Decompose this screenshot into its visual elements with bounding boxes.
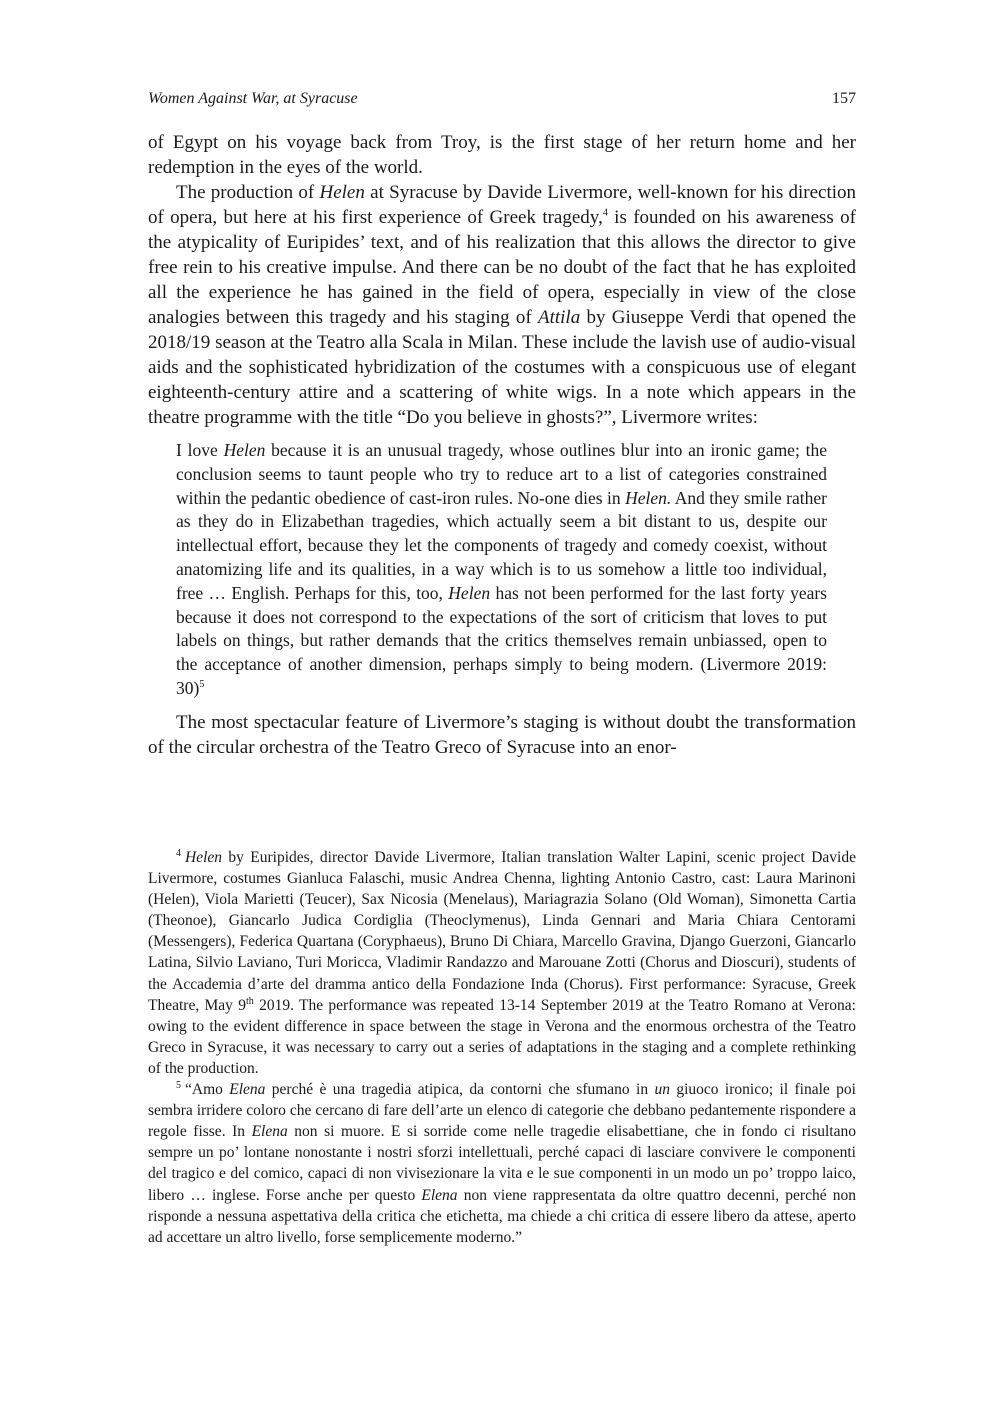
running-title: Women Against War, at Syracuse bbox=[148, 90, 358, 107]
quote-text: I love Helen because it is an unusual tragedy, whose outlines blur into an ironic game; the conclusion seems to taunt people who try to reduce art to a list of categories constrained within the pedantic obedience of cast-iron rules. No-one dies in Helen. And they smile rather as they do in Elizabethan tragedies, which actually seem a bit distant to us, despite our intellectual effort, because they let the components of tragedy and comedy coexist, without anatomizing life and its qualities, in a way which is to us somehow a little too individual, free … English. Perhaps for this, too, Helen has not been performed for the last forty years because it does not correspond to the expectations of the sort of criticism that loves to put labels on things, but rather demands that the critics themselves remain unbiassed, open to the acceptance of another dimension, perhaps simply to being modern. (Livermore 2019: 30)$^5$ bbox=[176, 440, 827, 698]
paragraph-1: of Egypt on his voyage back from Troy, is the first stage of her return home and her redemption in the eyes of the world. bbox=[148, 132, 856, 178]
footnote-number: 5 bbox=[176, 1079, 181, 1091]
footnote-ref-5[interactable]: 5 bbox=[199, 679, 205, 691]
block-quote bbox=[176, 439, 827, 701]
paragraph-3: The most spectacular feature of Livermore’s staging is without doubt the transformation of the circular orchestra of the Teatro Greco of Syracuse into an enor- bbox=[148, 711, 856, 758]
paragraph-2: The production of Helen at Syracuse by Davide Livermore, well-known for his direction of opera, but here at his first experience of Greek tragedy,$^4$ is founded on his awareness of the atypicality of Euripides’ text, and of his realization that this allows the director to give free rein to his creative impulse. And there can be no doubt of the fact that he has exploited all the experience he has gained in the field of opera, especially in view of the close analogies between this tragedy and his staging of Attila by Giuseppe Verdi that opened the 2018/19 season at the Teatro alla Scala in Milan. These include the lavish use of audio-visual aids and the sophisticated hybridization of the costumes with a conspicuous use of elegant eighteenth-century attire and a scattering of white wigs. In a note which appears in the theatre programme with the title “Do you believe in ghosts?”, Livermore writes: bbox=[148, 182, 857, 428]
page-header bbox=[148, 90, 856, 114]
footnote-ref-4[interactable]: 4 bbox=[602, 207, 608, 219]
main-text bbox=[148, 130, 856, 760]
footnotes bbox=[148, 847, 856, 1248]
page-number: 157 bbox=[832, 90, 856, 107]
footnote-5: $^5$ “Amo Elena perché è una tragedia atipica, da contorni che sfumano in un giuoco ironico; il finale poi sembra irridere coloro che cercano di fare dell’arte un elenco di categorie che debbano pedantemente rispondere a regole fisse. In Elena non si muore. E si sorride come nelle tragedie elisabettiane, che in fondo ci risultano sempre un po’ lontane nonostante i nostri sforzi intellettuali, perché capaci di lasciare convivere le componenti del tragico e del comico, capaci di non vivisezionare la vita e le sue componenti in un modo un po’ troppo laico, libero … inglese. Forse anche per questo Elena non viene rappresentata da oltre quattro decenni, perché non risponde a nessuna aspettativa della critica che etichetta, ma chiede a chi critica di essere libero da attese, aperto ad accettare un altro livello, forse semplicemente moderno.” bbox=[148, 1079, 856, 1246]
footnote-4: $^4$ Helen by Euripides, director Davide Livermore, Italian translation Walter Lapini, scenic project Davide Livermore, costumes Gianluca Falaschi, music Andrea Chenna, lighting Antonio Castro, cast: Laura Marinoni (Helen), Viola Marietti (Teucer), Sax Nicosia (Menelaus), Mariagrazia Solano (Old Woman), Simonetta Cartia (Theonoe), Giancarlo Judica Cordiglia (Theoclymenus), Linda Gennari and Maria Chiara Centorami (Messengers), Federica Quartana (Coryphaeus), Bruno Di Chiara, Marcello Gravina, Django Guerzoni, Giancarlo Latina, Silvio Laviano, Turi Moricca, Vladimir Randazzo and Marouane Zotti (Chorus and Dioscuri), students of the Accademia d’arte del dramma antico della Fondazione Inda (Chorus). First performance: Syracuse, Greek Theatre, May 9th 2019. The performance was repeated 13-14 September 2019 at the Teatro Romano at Verona: owing to the evident difference in space between the stage in Verona and the enormous orchestra of the Teatro Greco in Syracuse, it was necessary to carry out a series of adaptations in the staging and a complete rethinking of the production. bbox=[148, 847, 856, 1077]
footnote-number: 4 bbox=[176, 847, 181, 859]
